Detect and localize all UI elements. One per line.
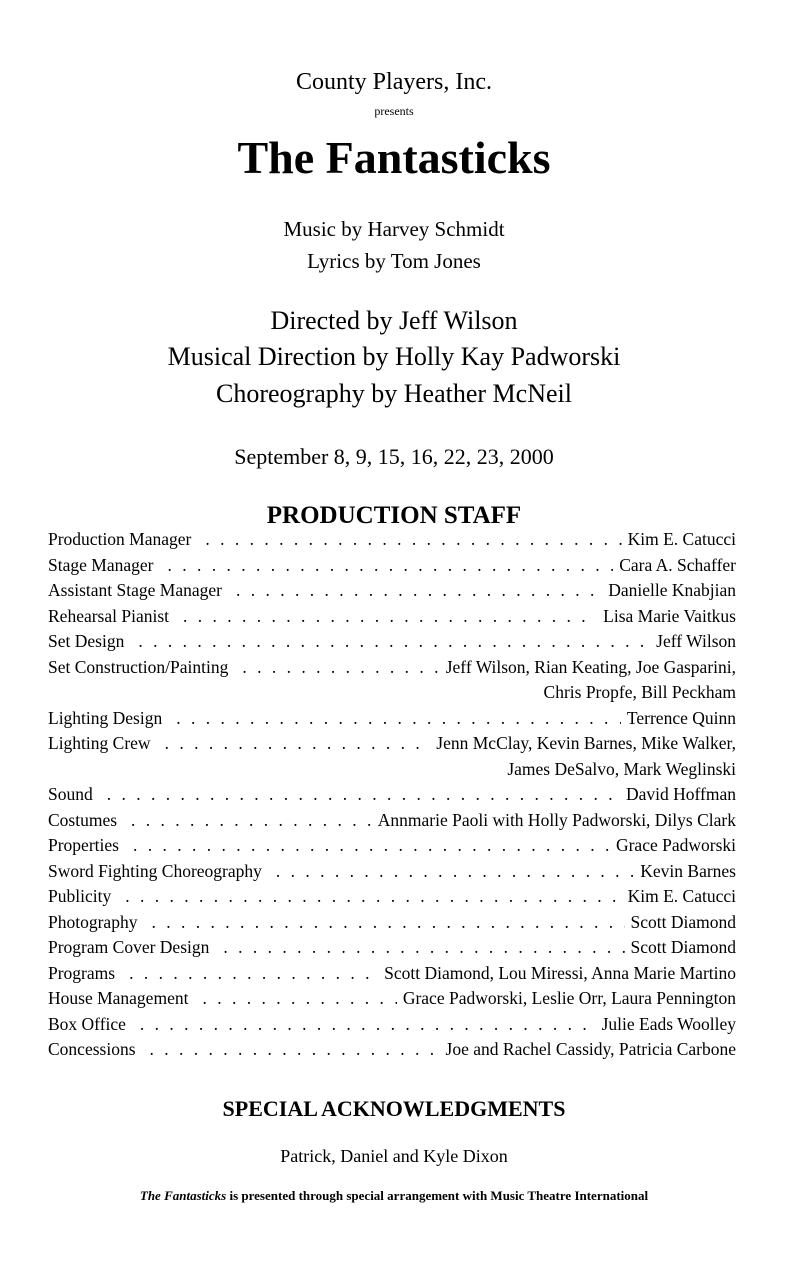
dot-leader	[131, 808, 372, 834]
staff-role: Lighting Design	[48, 707, 163, 728]
dot-leader	[125, 884, 621, 910]
dot-leader	[165, 731, 431, 757]
staff-names: Grace Padworski	[615, 835, 736, 855]
staff-role: Programs	[48, 962, 116, 983]
staff-role: Properties	[48, 835, 119, 855]
lyrics-credit: Lyrics by Tom Jones	[307, 249, 481, 273]
staff-role: Stage Manager	[48, 554, 154, 575]
staff-row	[48, 655, 736, 681]
staff-names: Terrence Quinn	[626, 707, 736, 728]
staff-names: Kim E. Catucci	[627, 886, 736, 906]
staff-role: Program Cover Design	[48, 937, 210, 957]
staff-row	[48, 731, 736, 757]
staff-names: Joe and Rachel Cassidy, Patricia Carbone	[445, 1039, 736, 1059]
staff-row	[48, 884, 736, 910]
acknowledgments-names: Patrick, Daniel and Kyle Dixon	[280, 1146, 508, 1166]
staff-row	[48, 629, 736, 655]
dot-leader	[150, 1037, 440, 1063]
dot-leader	[140, 1012, 596, 1038]
dot-leader	[236, 578, 602, 604]
staff-names: Kim E. Catucci	[627, 529, 736, 549]
director-credit: Directed by Jeff Wilson	[270, 306, 518, 335]
staff-names-continuation: Chris Propfe, Bill Peckham	[543, 682, 736, 702]
dot-leader	[276, 859, 634, 885]
choreography-credit: Choreography by Heather McNeil	[216, 379, 572, 408]
staff-row	[48, 578, 736, 604]
staff-row	[48, 859, 736, 885]
dot-leader	[223, 935, 624, 961]
dot-leader	[202, 986, 396, 1012]
presents-label: presents	[374, 104, 414, 118]
staff-names: Kevin Barnes	[640, 860, 736, 881]
dot-leader	[205, 527, 621, 553]
staff-role: Production Manager	[48, 529, 192, 549]
staff-role: Costumes	[48, 809, 118, 830]
staff-role: Photography	[48, 911, 138, 932]
staff-role: Set Design	[48, 631, 125, 651]
staff-row	[48, 782, 736, 808]
staff-row-continuation	[48, 757, 736, 783]
staff-row	[48, 986, 736, 1012]
staff-row	[48, 553, 736, 579]
staff-role: Assistant Stage Manager	[48, 580, 222, 600]
dot-leader	[242, 655, 439, 681]
staff-role: Concessions	[48, 1039, 136, 1059]
staff-names: Lisa Marie Vaitkus	[603, 605, 736, 626]
staff-names: Danielle Knabjian	[608, 580, 736, 600]
staff-row	[48, 833, 736, 859]
staff-names: Annmarie Paoli with Holly Padworski, Dilys Clark	[377, 809, 736, 830]
staff-row	[48, 706, 736, 732]
dot-leader	[129, 961, 378, 987]
staff-row	[48, 527, 736, 553]
staff-names: Julie Eads Woolley	[601, 1013, 736, 1034]
staff-row	[48, 961, 736, 987]
music-credit: Music by Harvey Schmidt	[283, 217, 505, 241]
staff-names: David Hoffman	[626, 784, 736, 804]
staff-role: House Management	[48, 988, 189, 1008]
staff-row	[48, 910, 736, 936]
dot-leader	[133, 833, 610, 859]
staff-row	[48, 1037, 736, 1063]
staff-names: Scott Diamond	[630, 937, 736, 957]
musical-direction-credit: Musical Direction by Holly Kay Padworski	[167, 342, 621, 371]
staff-names: Scott Diamond, Lou Miressi, Anna Marie Martino	[384, 962, 736, 983]
staff-names: Jeff Wilson, Rian Keating, Joe Gasparini,	[445, 656, 736, 677]
staff-row	[48, 808, 736, 834]
dot-leader	[176, 706, 621, 732]
acknowledgments-heading: SPECIAL ACKNOWLEDGMENTS	[222, 1096, 566, 1121]
staff-row	[48, 604, 736, 630]
dot-leader	[151, 910, 624, 936]
company-name: County Players, Inc.	[296, 69, 492, 95]
staff-names-continuation: James DeSalvo, Mark Weglinski	[507, 758, 736, 779]
staff-row	[48, 935, 736, 961]
licensing-show-title: The Fantasticks	[139, 1188, 227, 1203]
staff-role: Rehearsal Pianist	[48, 605, 170, 626]
dot-leader	[183, 604, 597, 630]
staff-names: Jenn McClay, Kevin Barnes, Mike Walker,	[436, 733, 736, 753]
staff-role: Set Construction/Painting	[48, 656, 229, 677]
licensing-note	[0, 1186, 788, 1206]
show-title: The Fantasticks	[237, 132, 551, 183]
staff-role: Lighting Crew	[48, 733, 151, 753]
staff-names: Scott Diamond	[630, 911, 736, 932]
dot-leader	[138, 629, 650, 655]
dot-leader	[107, 782, 620, 808]
production-staff-heading: PRODUCTION STAFF	[266, 502, 522, 529]
performance-dates: September 8, 9, 15, 16, 22, 23, 2000	[234, 444, 554, 469]
staff-role: Sword Fighting Choreography	[48, 860, 262, 881]
production-staff-list	[48, 527, 736, 1063]
staff-role: Box Office	[48, 1013, 126, 1034]
staff-role: Sound	[48, 784, 93, 804]
staff-role: Publicity	[48, 886, 112, 906]
staff-names: Grace Padworski, Leslie Orr, Laura Pennington	[402, 988, 736, 1008]
staff-row	[48, 1012, 736, 1038]
staff-names: Cara A. Schaffer	[619, 554, 736, 575]
dot-leader	[167, 553, 613, 579]
staff-names: Jeff Wilson	[656, 631, 736, 651]
staff-row-continuation	[48, 680, 736, 706]
licensing-text: is presented through special arrangement with Music Theatre International	[226, 1188, 649, 1203]
